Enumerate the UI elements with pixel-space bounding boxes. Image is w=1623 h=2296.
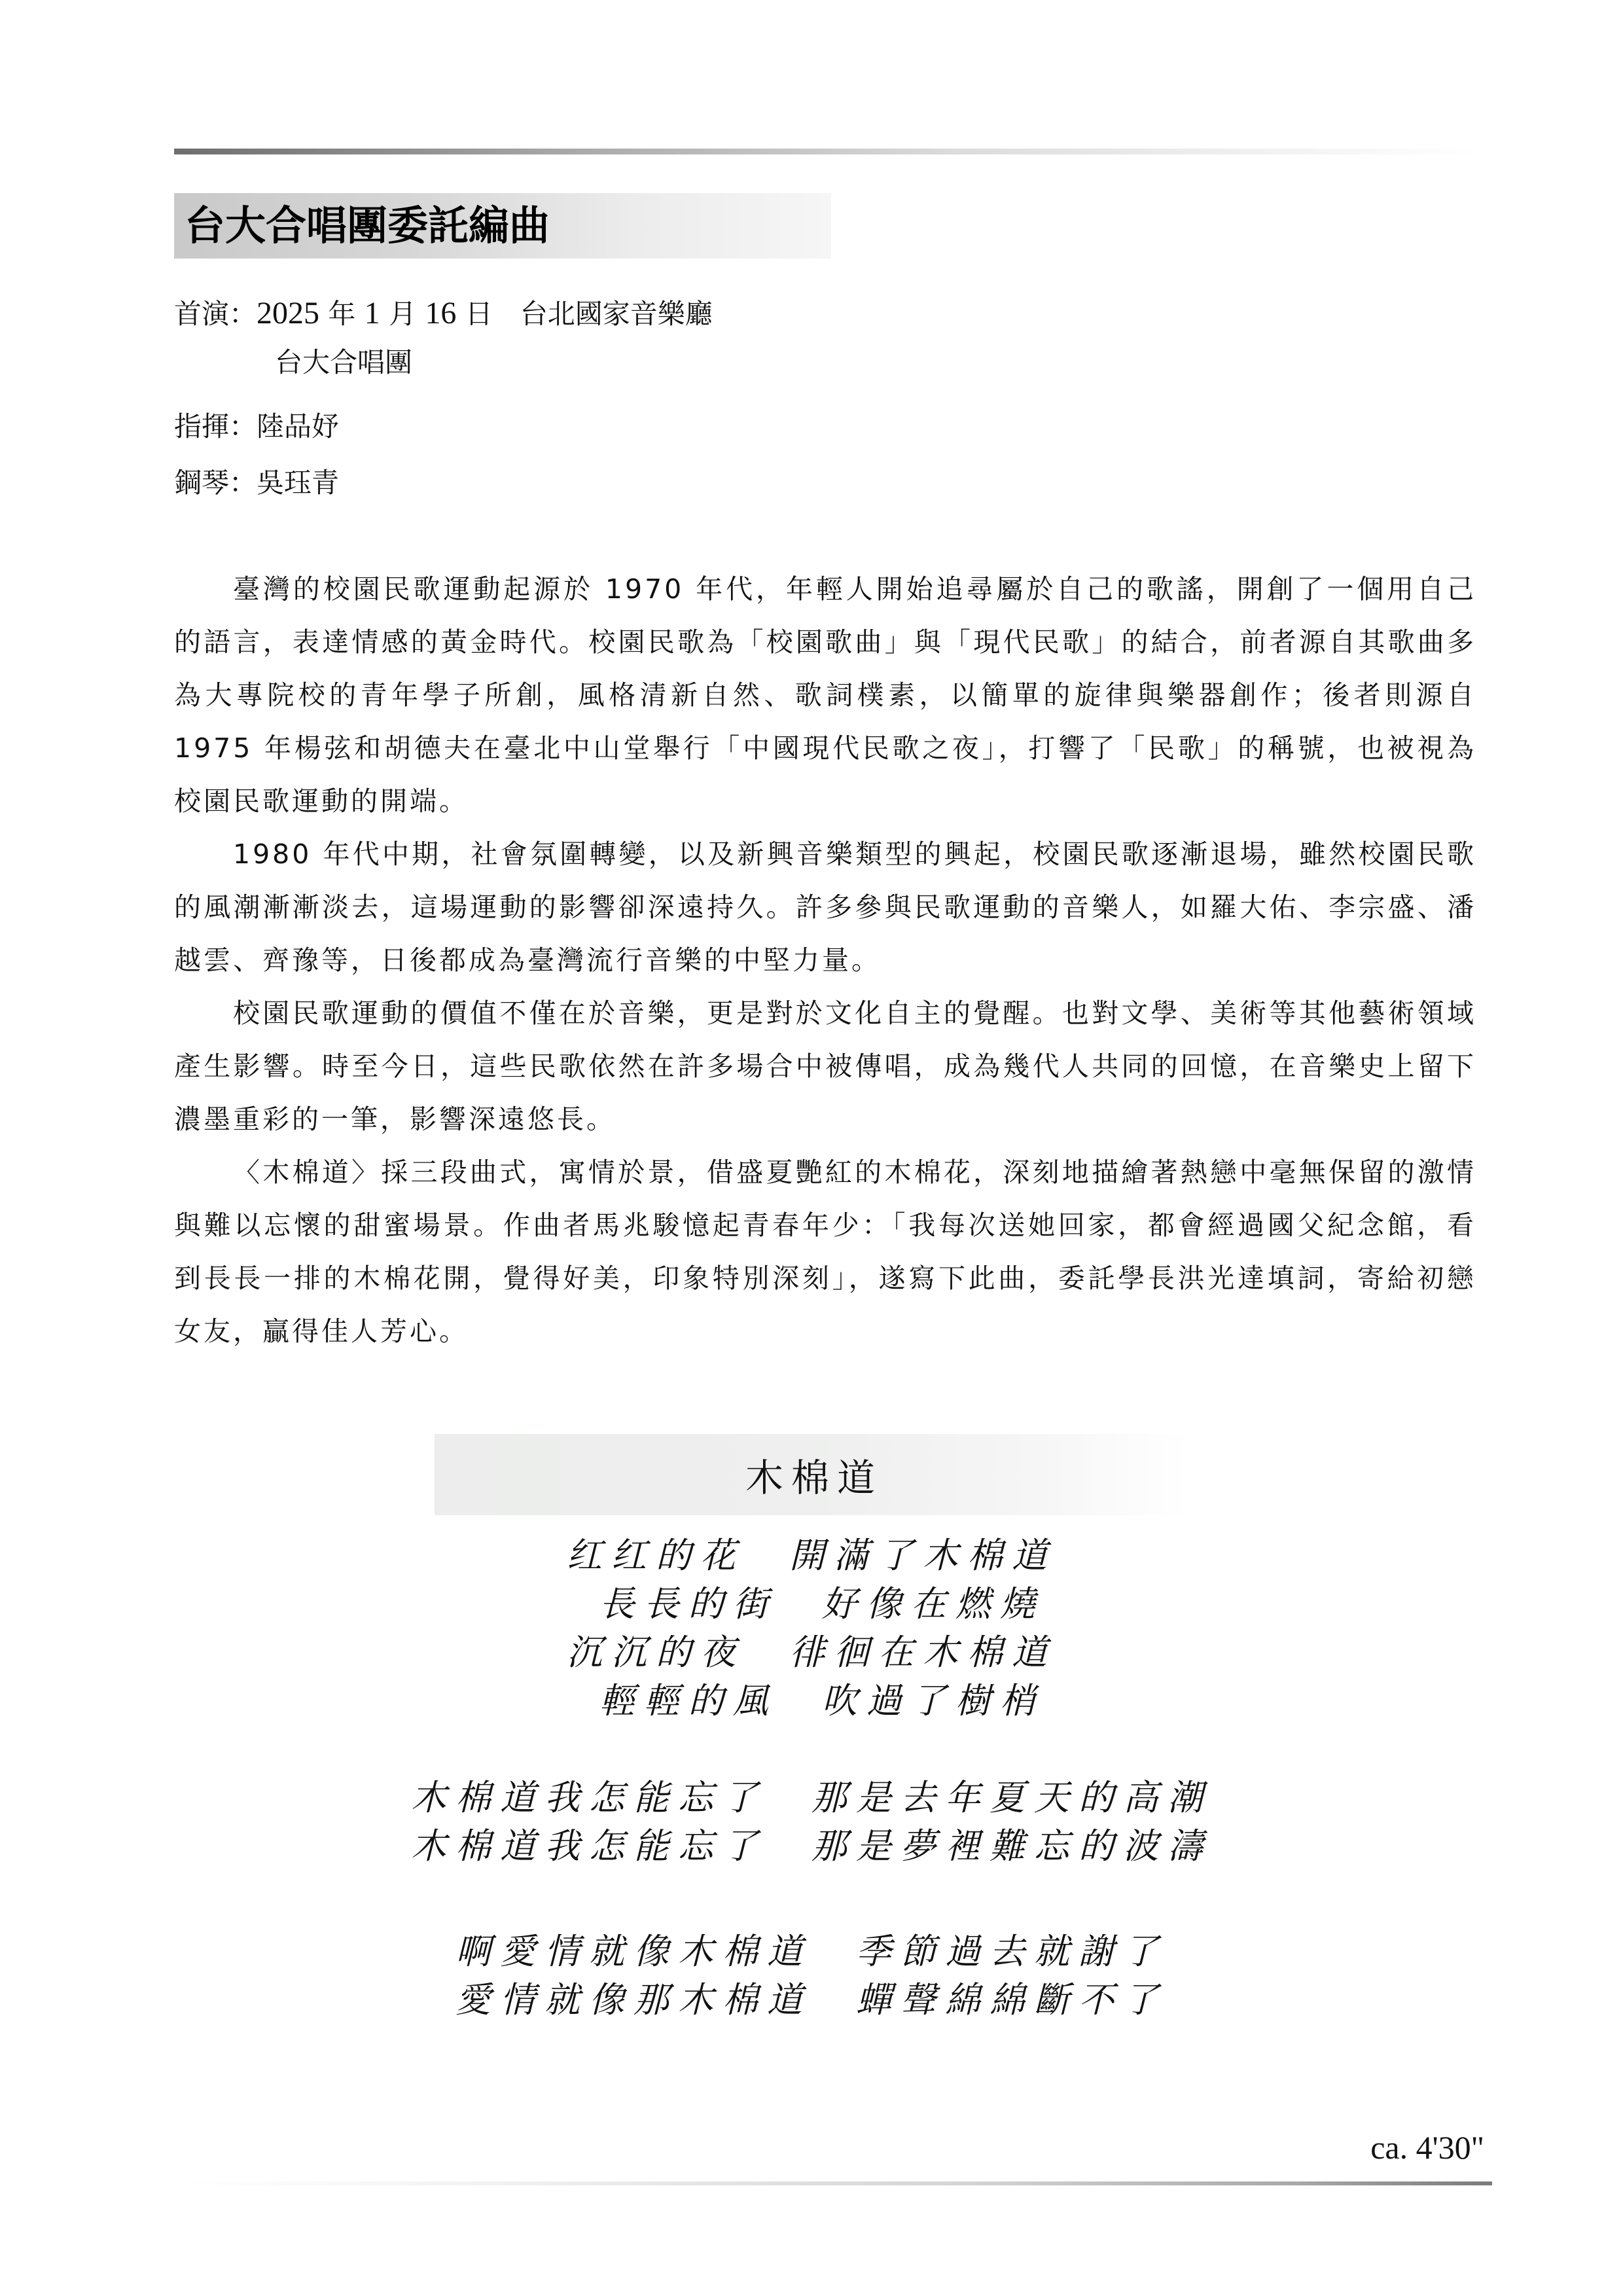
lyric-line: 長長的街 好像在燃燒 bbox=[579, 1583, 1044, 1624]
section-title-banner bbox=[174, 193, 831, 259]
lyric-line: 輕輕的風 吹過了樹梢 bbox=[579, 1680, 1044, 1721]
paragraph: 1980 年代中期，社會氛圍轉變，以及新興音樂類型的興起，校園民歌逐漸退場，雖然校園民歌的風潮漸漸淡去，這場運動的影響卻深遠持久。許多參與民歌運動的音樂人，如羅大佑、李宗盛、潘越雲、齊豫等，日後都成為臺灣流行音樂的中堅力量。 bbox=[174, 838, 1476, 976]
premiere-row bbox=[174, 298, 713, 329]
lyrics-stanza-2 bbox=[0, 1774, 1623, 1871]
lyric-line: 啊愛情就像木棉道 季節過去就謝了 bbox=[455, 1931, 1168, 1972]
conductor-name: 陸品妤 bbox=[257, 410, 340, 442]
conductor-label: 指揮： bbox=[174, 410, 257, 442]
lyric-line: 沉沉的夜 徘徊在木棉道 bbox=[567, 1632, 1056, 1673]
premiere-month-unit: 月 bbox=[380, 298, 425, 330]
premiere-date bbox=[257, 298, 520, 329]
lyric-line: 木棉道我怎能忘了 那是去年夏天的高潮 bbox=[411, 1777, 1212, 1818]
premiere-performer: 台大合唱團 bbox=[275, 346, 413, 378]
section-title: 台大合唱團委託編曲 bbox=[185, 202, 550, 249]
bottom-divider-rule bbox=[183, 2181, 1492, 2185]
performance-info bbox=[174, 298, 713, 526]
premiere-year-unit: 年 bbox=[319, 298, 365, 330]
lyric-line: 红红的花 開滿了木棉道 bbox=[567, 1535, 1056, 1576]
paragraph: 臺灣的校園民歌運動起源於 1970 年代，年輕人開始追尋屬於自己的歌謠，開創了一個用自己的語言，表達情感的黃金時代。校園民歌為「校園歌曲」與「現代民歌」的結合，前者源自其歌曲多為大專院校的青年學子所創，風格清新自然、歌詞樸素，以簡單的旋律與樂器創作；後者則源自 1975 年楊弦和胡德夫在臺北中山堂舉行「中國現代民歌之夜」，打響了「民歌」的稱號，也被視為校園民歌運動的開端。 bbox=[174, 573, 1476, 817]
paragraph: 〈木棉道〉採三段曲式，寓情於景，借盛夏艷紅的木棉花，深刻地描繪著熱戀中毫無保留的激情與難以忘懷的甜蜜場景。作曲者馬兆駿憶起青春年少：「我每次送她回家，都會經過國父紀念館，看到長長一排的木棉花開，覺得好美，印象特別深刻」，遂寫下此曲，委託學長洪光達填詞，寄給初戀女友，贏得佳人芳心。 bbox=[174, 1157, 1476, 1347]
piano-row bbox=[174, 469, 713, 497]
lyric-line: 木棉道我怎能忘了 那是夢裡難忘的波濤 bbox=[411, 1825, 1212, 1867]
premiere-label: 首演： bbox=[174, 298, 257, 330]
lyrics-title-banner bbox=[435, 1434, 1188, 1515]
paragraph: 校園民歌運動的價值不僅在於音樂，更是對於文化自主的覺醒。也對文學、美術等其他藝術領域產生影響。時至今日，這些民歌依然在許多場合中被傳唱，成為幾代人共同的回憶，在音樂史上留下濃墨重彩的一筆，影響深遠悠長。 bbox=[174, 997, 1476, 1135]
lyric-line: 愛情就像那木棉道 蟬聲綿綿斷不了 bbox=[455, 1979, 1168, 2020]
top-divider-rule bbox=[174, 149, 1481, 154]
lyrics-stanza-1 bbox=[0, 1532, 1623, 1725]
program-note bbox=[174, 563, 1476, 1358]
premiere-venue: 台北國家音樂廳 bbox=[520, 298, 713, 330]
duration-label: ca. 4'30" bbox=[1370, 2129, 1484, 2166]
lyrics-title: 木棉道 bbox=[745, 1456, 883, 1500]
piano-label: 鋼琴： bbox=[174, 467, 257, 499]
conductor-row bbox=[174, 410, 713, 442]
premiere-month: 1 bbox=[364, 296, 380, 331]
premiere-day: 16 bbox=[425, 296, 457, 331]
pianist-name: 吳珏青 bbox=[257, 467, 340, 499]
premiere-year: 2025 bbox=[257, 296, 320, 331]
premiere-day-unit: 日 bbox=[456, 298, 520, 330]
lyrics-stanza-3 bbox=[0, 1928, 1623, 2024]
